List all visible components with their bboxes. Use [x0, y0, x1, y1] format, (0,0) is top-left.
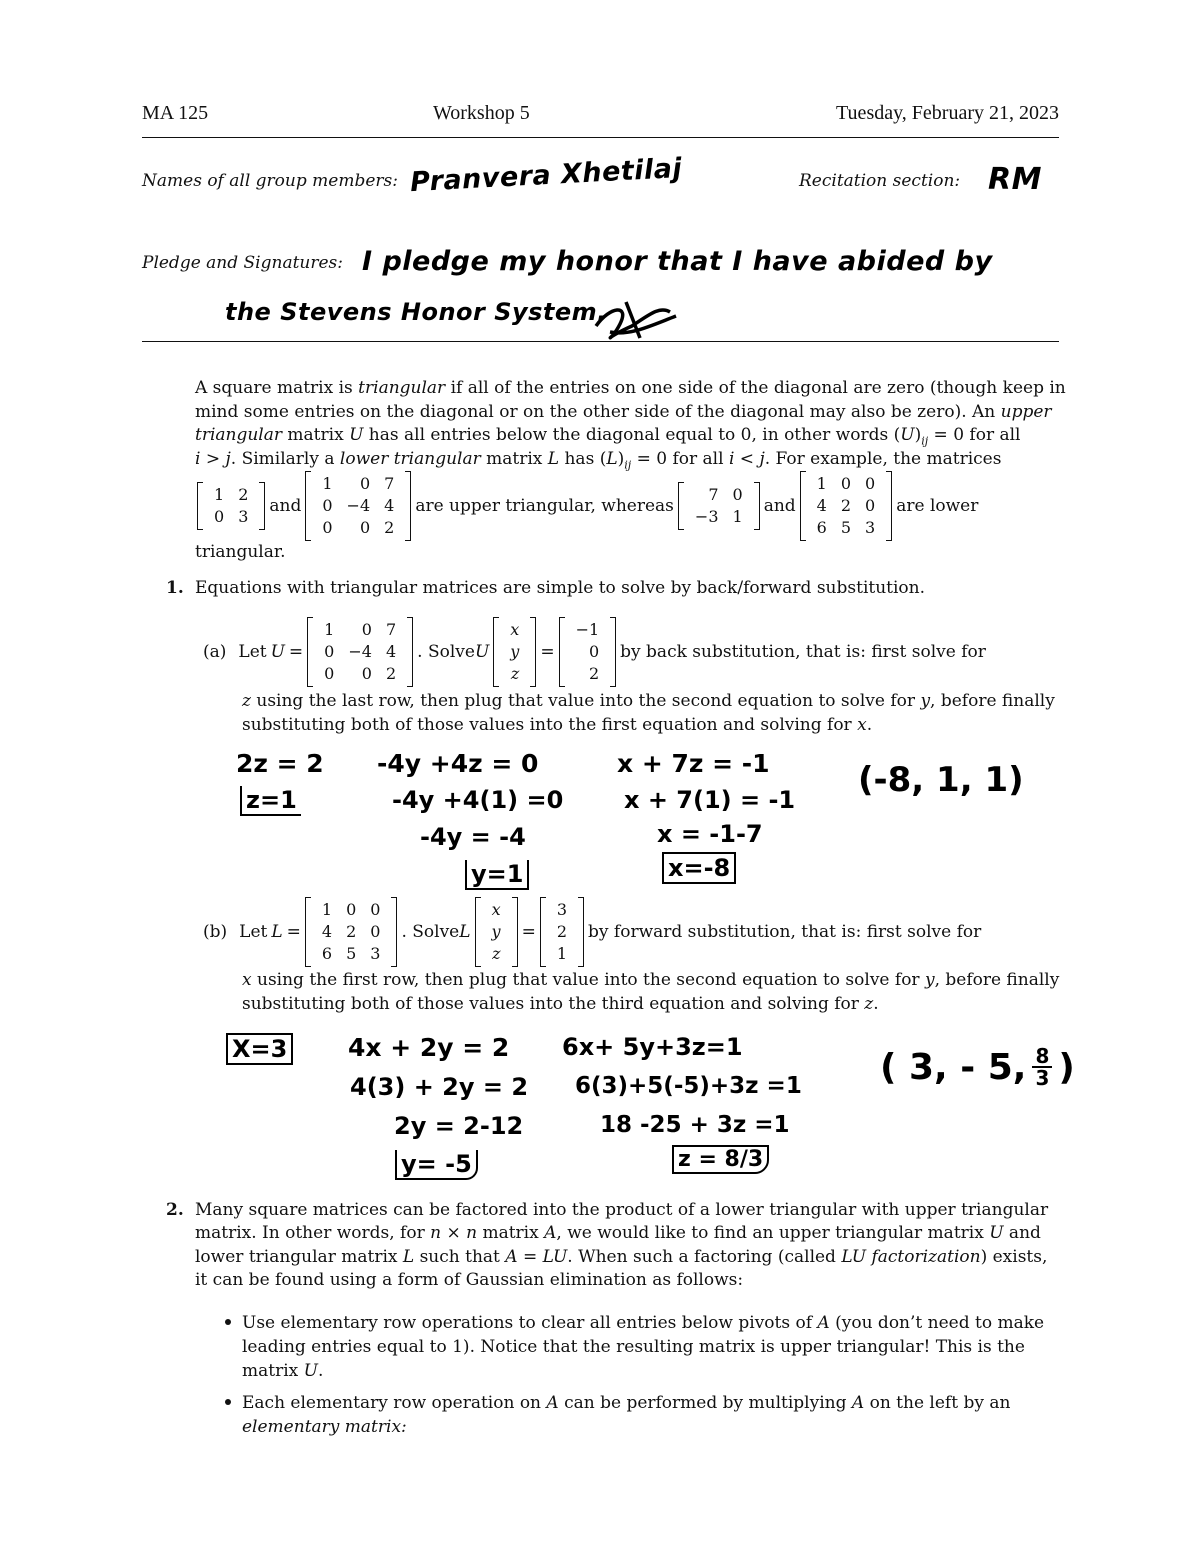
work-a-eq3: -4y +4(1) =0	[392, 786, 564, 814]
workshop-title: Workshop 5	[433, 102, 530, 124]
q1b-matrix-L: 1 0 0 4 2 0 6 5 3	[305, 898, 398, 966]
bullet-1-line-2: leading entries equal to 1). Notice that the resulting matrix is upper triangular! This is the	[242, 1337, 1025, 1357]
intro-line-3: triangular matrix U has all entries below the diagonal equal to 0, in other words $(U)_{ij} = 0$ for all	[195, 425, 1021, 448]
work-a-z-boxed: z=1	[240, 786, 301, 816]
bullet-2-line-2: elementary matrix:	[242, 1417, 407, 1437]
intro-line-4: i > j. Similarly a lower triangular matrix L has $(L)_{ij} = 0$ for all i < j. For example, the matrices	[195, 449, 1002, 472]
course-code: MA 125	[142, 102, 209, 124]
q1a-line-3: substituting both of those values into the first equation and solving for x.	[242, 715, 873, 735]
matrix-3x3-upper: 1 0 7 0 −4 4 0 0 2	[305, 472, 411, 540]
work-a-eq1: 2z = 2	[236, 749, 324, 778]
work-a-eq5: x + 7z = -1	[617, 749, 770, 778]
intro-line-2: mind some entries on the diagonal or on the other side of the diagonal may also be zero). An upper	[195, 402, 1052, 422]
q2-line-1: Many square matrices can be factored into the product of a lower triangular with upper triangular	[195, 1200, 1049, 1220]
example-matrices-row: 1 2 0 3 and 1 0 7 0 −4 4 0 0 2 are upper triangular, whereas 7 0 −3 1 and 1 0 0 4 2 0 6 5 3 are lower	[193, 472, 978, 540]
q1-number: 1.	[166, 578, 184, 598]
matrix-2x2-upper: 1 2 0 3	[197, 483, 265, 529]
header-date: Tuesday, February 21, 2023	[836, 102, 1059, 124]
work-b-eq3: 2y = 2-12	[394, 1112, 524, 1140]
q2-line-4: it can be found using a form of Gaussian elimination as follows:	[195, 1270, 744, 1290]
bullet-1-line-3: matrix U.	[242, 1361, 324, 1381]
q1b-line-3: substituting both of those values into the third equation and solving for z.	[242, 994, 879, 1014]
work-b-eq4: 6x+ 5y+3z=1	[562, 1033, 743, 1061]
pledge-line-2: the Stevens Honor System.	[225, 298, 607, 326]
work-b-x-boxed: X=3	[226, 1033, 293, 1065]
pledge-label: Pledge and Signatures:	[142, 253, 344, 273]
q1b-vector-xyz: x y z	[475, 898, 518, 966]
matrix-3x3-lower: 1 0 0 4 2 0 6 5 3	[800, 472, 893, 540]
work-b-y-boxed: y= -5	[395, 1150, 478, 1180]
signature-scribble	[590, 296, 682, 344]
names-label: Names of all group members:	[142, 171, 398, 191]
q1a-statement: (a) Let U = 1 0 7 0 −4 4 0 0 2 . Solve U x y z = −1 0 2 by back substitution, that is: first solve for	[203, 618, 986, 686]
intro-line-6: triangular.	[195, 542, 286, 562]
q1b-statement: (b) Let L = 1 0 0 4 2 0 6 5 3 . Solve L x y z = 3 2 1 by forward substitution, that is: first solve for	[203, 898, 981, 966]
q2-line-3: lower triangular matrix L such that A = LU. When such a factoring (called LU factorization) exists,	[195, 1247, 1048, 1267]
work-a-y-boxed: y=1	[465, 860, 529, 890]
bullet-1-line-1: Use elementary row operations to clear all entries below pivots of A (you don’t need to make	[242, 1313, 1045, 1333]
work-b-eq2: 4(3) + 2y = 2	[350, 1073, 529, 1101]
q1a-vector-rhs: −1 0 2	[559, 618, 617, 686]
work-a-eq7: x = -1-7	[657, 820, 763, 848]
work-a-x-boxed: x=-8	[662, 852, 736, 884]
recitation-label: Recitation section:	[799, 171, 961, 191]
pledge-line-1: I pledge my honor that I have abided by	[362, 246, 993, 277]
work-b-eq6: 18 -25 + 3z =1	[600, 1112, 790, 1138]
q2-line-2: matrix. In other words, for n × n matrix A, we would like to find an upper triangular matrix U and	[195, 1223, 1041, 1243]
q1b-vector-rhs: 3 2 1	[540, 898, 584, 966]
q1b-line-2: x using the first row, then plug that value into the second equation to solve for y, before finally	[242, 970, 1060, 990]
q1a-line-2: z using the last row, then plug that value into the second equation to solve for y, before finally	[242, 691, 1055, 711]
q1a-vector-xyz: x y z	[493, 618, 536, 686]
q1-text: Equations with triangular matrices are simple to solve by back/forward substitution.	[195, 578, 926, 598]
work-b-answer: ( 3, - 5, 8 3 )	[880, 1044, 1075, 1090]
work-a-eq2: -4y +4z = 0	[377, 749, 539, 778]
intro-line-1: A square matrix is triangular if all of the entries on one side of the diagonal are zero (though keep in	[195, 378, 1066, 398]
work-a-eq6: x + 7(1) = -1	[624, 786, 796, 814]
q1a-matrix-U: 1 0 7 0 −4 4 0 0 2	[307, 618, 413, 686]
bullet-2-dot	[225, 1399, 231, 1405]
recitation-handwritten: RM	[988, 162, 1042, 197]
pledge-rule	[142, 341, 1059, 342]
matrix-2x2-lower: 7 0 −3 1	[678, 483, 760, 529]
names-handwritten: Pranvera Xhetilaj	[409, 152, 683, 199]
work-b-z-boxed: z = 8/3	[672, 1145, 769, 1174]
header-rule	[142, 137, 1059, 138]
bullet-1-dot	[225, 1319, 231, 1325]
work-b-eq1: 4x + 2y = 2	[348, 1033, 510, 1062]
q2-number: 2.	[166, 1200, 184, 1220]
work-a-eq4: -4y = -4	[420, 823, 526, 851]
work-b-eq5: 6(3)+5(-5)+3z =1	[575, 1073, 802, 1099]
bullet-2-line-1: Each elementary row operation on A can be performed by multiplying A on the left by an	[242, 1393, 1011, 1413]
work-a-answer: (-8, 1, 1)	[858, 760, 1024, 800]
